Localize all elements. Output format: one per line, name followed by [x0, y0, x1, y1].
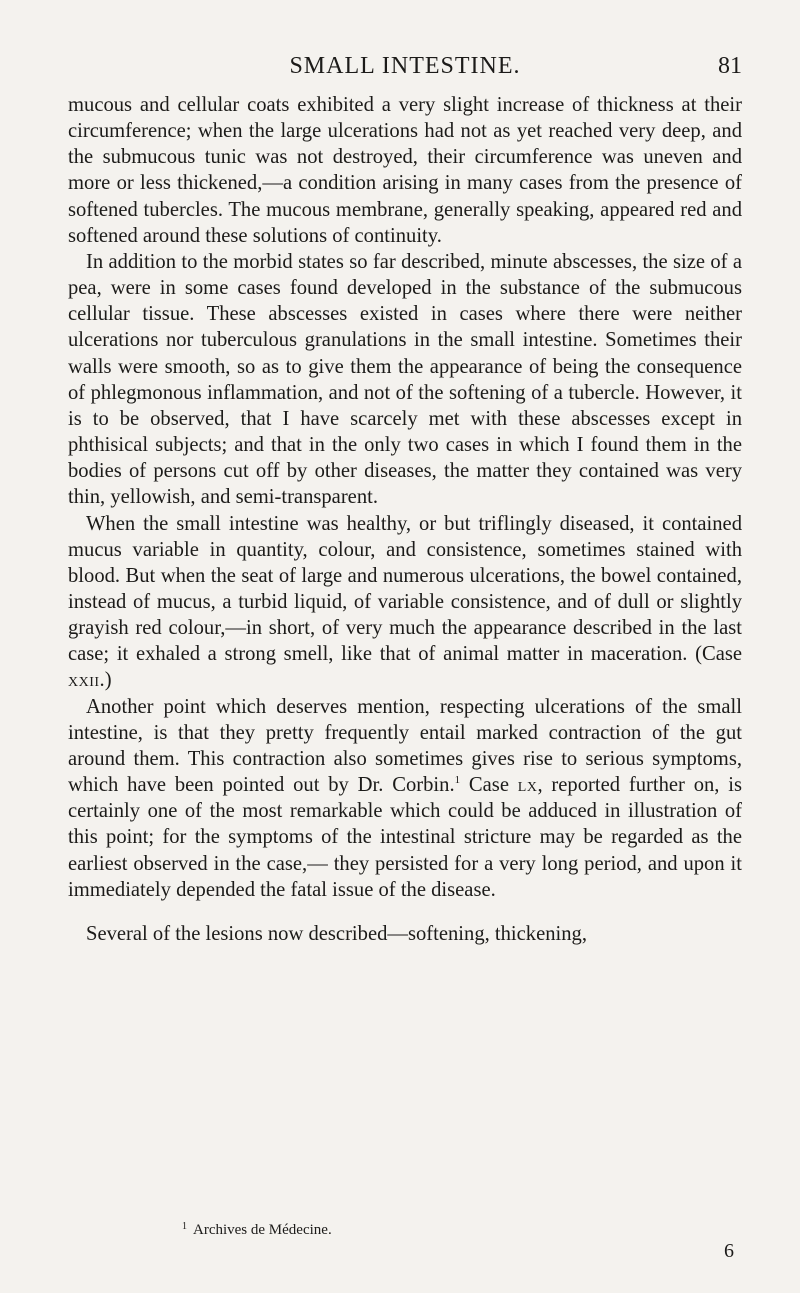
- body-text: [68, 92, 742, 947]
- footnote-text: Archives de Médecine.: [193, 1222, 332, 1238]
- case-number-xxii: xxii: [68, 669, 100, 692]
- footnote-mark: 1: [182, 1221, 187, 1232]
- paragraph-2: In addition to the morbid states so far described, minute abscesses, the size of a pea, were in some cases found developed in the substance of the submucous cellular tissue. These abscesses existed in cases where there were neither ulcerations nor tuberculous granulations in the small intestine. Sometimes their walls were smooth, so as to give them the appearance of being the consequence of phlegmonous inflammation, and not of the softening of a tubercle. However, it is to be observed, that I have scarcely met with these abscesses except in phthisical subjects; and that in the only two cases in which I found them in the bodies of persons cut off by other diseases, the matter they contained was very thin, yellowish, and semi-transparent.: [68, 250, 742, 509]
- paragraph-1: mucous and cellular coats exhibited a very slight increase of thickness at their circumference; when the large ulcerations had not as yet reached very deep, and the submucous tunic was not destroyed, their circumference was uneven and more or less thickened,—a condition arising in many cases from the presence of softened tubercles. The mucous membrane, generally speaking, appeared red and softened around these solutions of continuity.: [68, 94, 742, 247]
- paragraph-5: Several of the lesions now described—softening, thickening,: [86, 922, 587, 945]
- paragraph-4: [68, 694, 742, 903]
- footnote-reference: 1: [454, 774, 461, 787]
- case-number-lx: lx: [517, 774, 538, 797]
- paragraph-4-text-b: Case: [460, 774, 518, 797]
- paragraph-4-text-a: Another point which deserves mention, respecting ulcerations of the small intestine, is that they pretty frequently entail marked contraction of the gut around them. This contraction also sometimes gives rise to serious symptoms, which have been pointed out by Dr. Corbin.: [68, 695, 742, 797]
- running-head: [68, 50, 742, 82]
- signature-mark: 6: [724, 1240, 734, 1262]
- paragraph-4-text-c: , reported further on, is certainly one of the most remarkable which could be adduced in illustration of this point; for the symptoms of the intestinal stricture may be regarded as the earliest observed in the case,— they persisted for a very long period, and upon it immediately depended the fatal issue of the disease.: [68, 774, 742, 901]
- paragraph-3-end: .): [99, 669, 112, 692]
- page-number: 81: [718, 53, 742, 79]
- paragraph-3: [68, 511, 742, 694]
- running-title: SMALL INTESTINE.: [289, 53, 521, 79]
- paragraph-3-text: When the small intestine was healthy, or but triflingly diseased, it contained mucus variable in quantity, colour, and consistence, sometimes stained with blood. But when the seat of large and numerous ulcerations, the bowel contained, instead of mucus, a turbid liquid, of variable consistence, and of dull or slightly grayish red colour,—in short, of very much the appearance described in the last case; it exhaled a strong smell, like that of animal matter in maceration. (Case: [68, 512, 742, 666]
- footnote: [182, 1217, 332, 1240]
